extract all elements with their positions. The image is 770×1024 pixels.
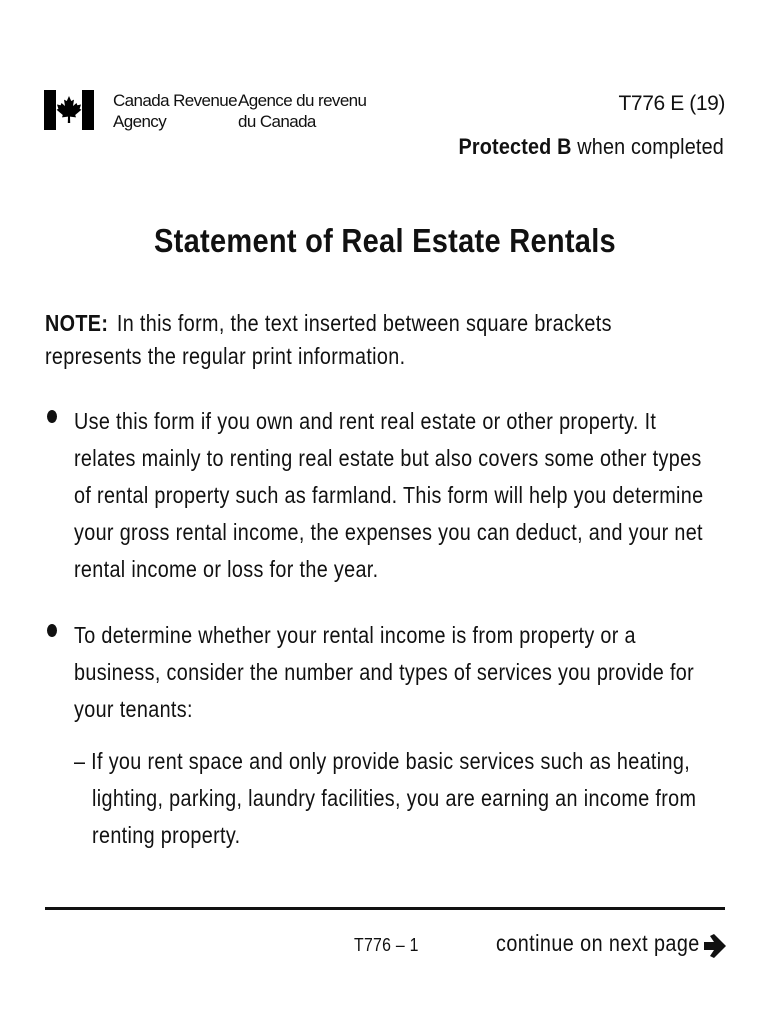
protection-notice bbox=[459, 134, 725, 160]
bullet-2-line: To determine whether your rental income is from property or a bbox=[74, 622, 636, 648]
protected-suffix: when completed bbox=[571, 134, 724, 159]
bullet-1-line: relates mainly to renting real estate but also covers some other types bbox=[74, 445, 702, 471]
bullet-2-line: your tenants: bbox=[74, 696, 193, 722]
page-title: Statement of Real Estate Rentals bbox=[154, 222, 616, 259]
bullet-1-line: rental income or loss for the year. bbox=[74, 556, 379, 582]
sub-item-line: renting property. bbox=[92, 822, 241, 848]
bullet-1-line: of rental property such as farmland. This form will help you determine bbox=[74, 482, 704, 508]
agency-name-french bbox=[238, 90, 366, 132]
agency-name-english bbox=[113, 90, 237, 132]
bullet-1-line: Use this form if you own and rent real estate or other property. It bbox=[74, 408, 657, 434]
note-line1: In this form, the text inserted between square brackets bbox=[116, 310, 612, 336]
arrow-right-icon[interactable] bbox=[702, 932, 728, 960]
agency-en-line2: Agency bbox=[113, 112, 167, 131]
bullet-paragraph-2 bbox=[74, 617, 694, 728]
sub-item-line: lighting, parking, laundry facilities, you are earning an income from bbox=[92, 785, 697, 811]
sub-item-line: – If you rent space and only provide basic services such as heating, bbox=[74, 748, 691, 774]
sub-item-paragraph bbox=[74, 743, 696, 854]
form-identifier: T776 E (19) bbox=[618, 92, 725, 115]
note-label: NOTE: bbox=[45, 310, 109, 336]
continue-next-page-link[interactable]: continue on next page bbox=[496, 930, 700, 956]
bullet-2-line: business, consider the number and types of services you provide for bbox=[74, 659, 695, 685]
agency-en-line1: Canada Revenue bbox=[113, 91, 237, 110]
canada-flag-icon bbox=[44, 90, 94, 130]
note-paragraph bbox=[45, 307, 612, 373]
protected-label: Protected B bbox=[458, 134, 572, 159]
page-number: T776 – 1 bbox=[354, 935, 419, 955]
bullet-paragraph-1 bbox=[74, 403, 703, 588]
agency-fr-line1: Agence du revenu bbox=[238, 91, 367, 110]
bullet-icon bbox=[47, 410, 57, 423]
bullet-1-line: your gross rental income, the expenses you can deduct, and your net bbox=[74, 519, 703, 545]
bullet-icon bbox=[47, 624, 57, 637]
note-line2: represents the regular print information. bbox=[45, 343, 406, 369]
footer-divider bbox=[45, 907, 725, 910]
agency-fr-line2: du Canada bbox=[238, 112, 316, 131]
